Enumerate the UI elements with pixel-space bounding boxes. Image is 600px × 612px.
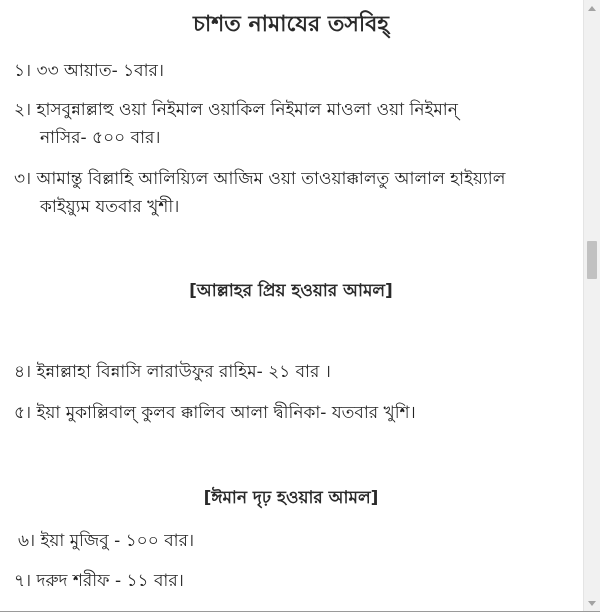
item-text: আমান্তু বিল্লাহি আলিয়্যিল আজিম ওয়া তাওয়াক্কালতু আলাল হাইয়্যাল bbox=[36, 169, 506, 189]
scroll-up-button[interactable] bbox=[584, 0, 600, 17]
list-item bbox=[14, 567, 566, 595]
scroll-down-button[interactable] bbox=[584, 595, 600, 612]
list-item bbox=[14, 399, 566, 427]
list-item bbox=[14, 358, 566, 386]
item-text: ইয়া মুকাল্লিবাল্ কুলব ক্কালিব আলা দ্বীনিকা- যতবার খুশি। bbox=[36, 403, 416, 423]
item-number: ২। bbox=[14, 100, 32, 120]
item-text: হাসবুন্নাল্লাহু ওয়া নিইমাল ওয়াকিল নিইমাল মাওলা ওয়া নিইমান্ bbox=[36, 100, 458, 120]
vertical-scrollbar[interactable] bbox=[583, 0, 600, 612]
item-number: ৪। bbox=[14, 362, 32, 382]
item-text-continuation: নাসির- ৫০০ বার। bbox=[40, 128, 161, 148]
item-number: ৭। bbox=[14, 571, 32, 591]
item-text: ৩৩ আয়াত- ১বার। bbox=[36, 61, 164, 81]
item-text-continuation: কাইয়্যুম যতবার খুশী। bbox=[40, 197, 180, 217]
arrow-down-icon bbox=[588, 601, 596, 606]
item-number: ৬। bbox=[18, 531, 36, 551]
item-text: ইয়া মুজিবু - ১০০ বার। bbox=[40, 531, 195, 551]
list-item bbox=[14, 165, 566, 221]
section-heading-iman: [ঈমান দৃঢ় হওয়ার আমল] bbox=[203, 488, 379, 508]
list-item bbox=[14, 96, 566, 152]
list-item bbox=[18, 527, 570, 555]
item-number: ৩। bbox=[14, 169, 32, 189]
item-number: ১। bbox=[14, 61, 32, 81]
item-text: ইন্নাল্লাহা বিন্নাসি লারাউফুর রাহিম- ২১ বার । bbox=[36, 362, 331, 382]
list-item bbox=[14, 57, 566, 85]
arrow-up-icon bbox=[588, 6, 596, 11]
scrollbar-thumb[interactable] bbox=[587, 241, 597, 279]
page-title: চাশত নামাযের তসবিহ্ bbox=[193, 12, 389, 37]
item-number: ৫। bbox=[14, 403, 32, 423]
item-text: দরুদ শরীফ - ১১ বার। bbox=[36, 571, 184, 591]
section-heading-love: [আল্লাহর প্রিয় হওয়ার আমল] bbox=[189, 281, 393, 301]
